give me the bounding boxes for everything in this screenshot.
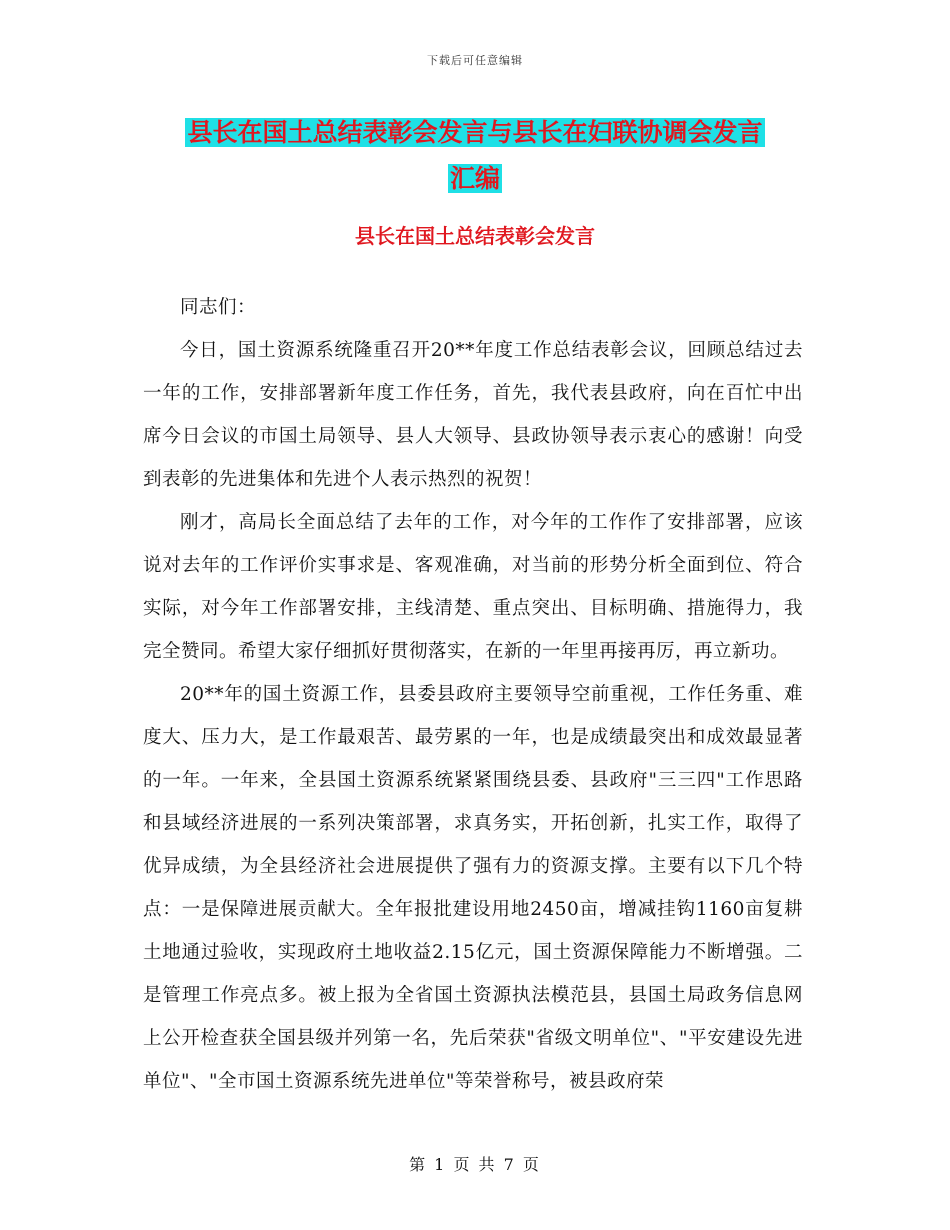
document-body: [143, 286, 803, 1103]
page-number-footer: 第 1 页 共 7 页: [409, 1155, 541, 1174]
paragraph: 今日，国土资源系统隆重召开20**年度工作总结表彰会议，回顾总结过去一年的工作，安排部署新年度工作任务，首先，我代表县政府，向在百忙中出席今日会议的市国土局领导、县人大领导、县政协领导表示衷心的感谢！向受到表彰的先进集体和先进个人表示热烈的祝贺！: [143, 340, 803, 490]
paragraph-salutation: 同志们：: [180, 297, 257, 318]
paragraph: 刚才，高局长全面总结了去年的工作，对今年的工作作了安排部署，应该说对去年的工作评价实事求是、客观准确，对当前的形势分析全面到位、符合实际，对今年工作部署安排，主线清楚、重点突出、目标明确、措施得力，我完全赞同。希望大家仔细抓好贯彻落实，在新的一年里再接再厉，再立新功。: [143, 512, 803, 662]
document-title: [0, 110, 950, 202]
paragraph: 20**年的国土资源工作，县委县政府主要领导空前重视，工作任务重、难度大、压力大，是工作最艰苦、最劳累的一年，也是成绩最突出和成效最显著的一年。一年来，全县国土资源系统紧紧围绕县委、县政府"三三四"工作思路和县域经济进展的一系列决策部署，求真务实，开拓创新，扎实工作，取得了优异成绩，为全县经济社会进展提供了强有力的资源支撑。主要有以下几个特点：一是保障进展贡献大。全年报批建设用地2450亩，增减挂钩1160亩复耕土地通过验收，实现政府土地收益2.15亿元，国土资源保障能力不断增强。二是管理工作亮点多。被上报为全省国土资源执法模范县，县国土局政务信息网上公开检查获全国县级并列第一名，先后荣获"省级文明单位"、"平安建设先进单位"、"全市国土资源系统先进单位"等荣誉称号，被县政府荣: [143, 684, 803, 1092]
section-title: 县长在国土总结表彰会发言: [355, 224, 595, 248]
document-title-line2: 汇编: [449, 164, 500, 193]
document-title-line1: 县长在国土总结表彰会发言与县长在妇联协调会发言: [187, 118, 763, 147]
header-note: 下载后可任意编辑: [427, 54, 523, 67]
